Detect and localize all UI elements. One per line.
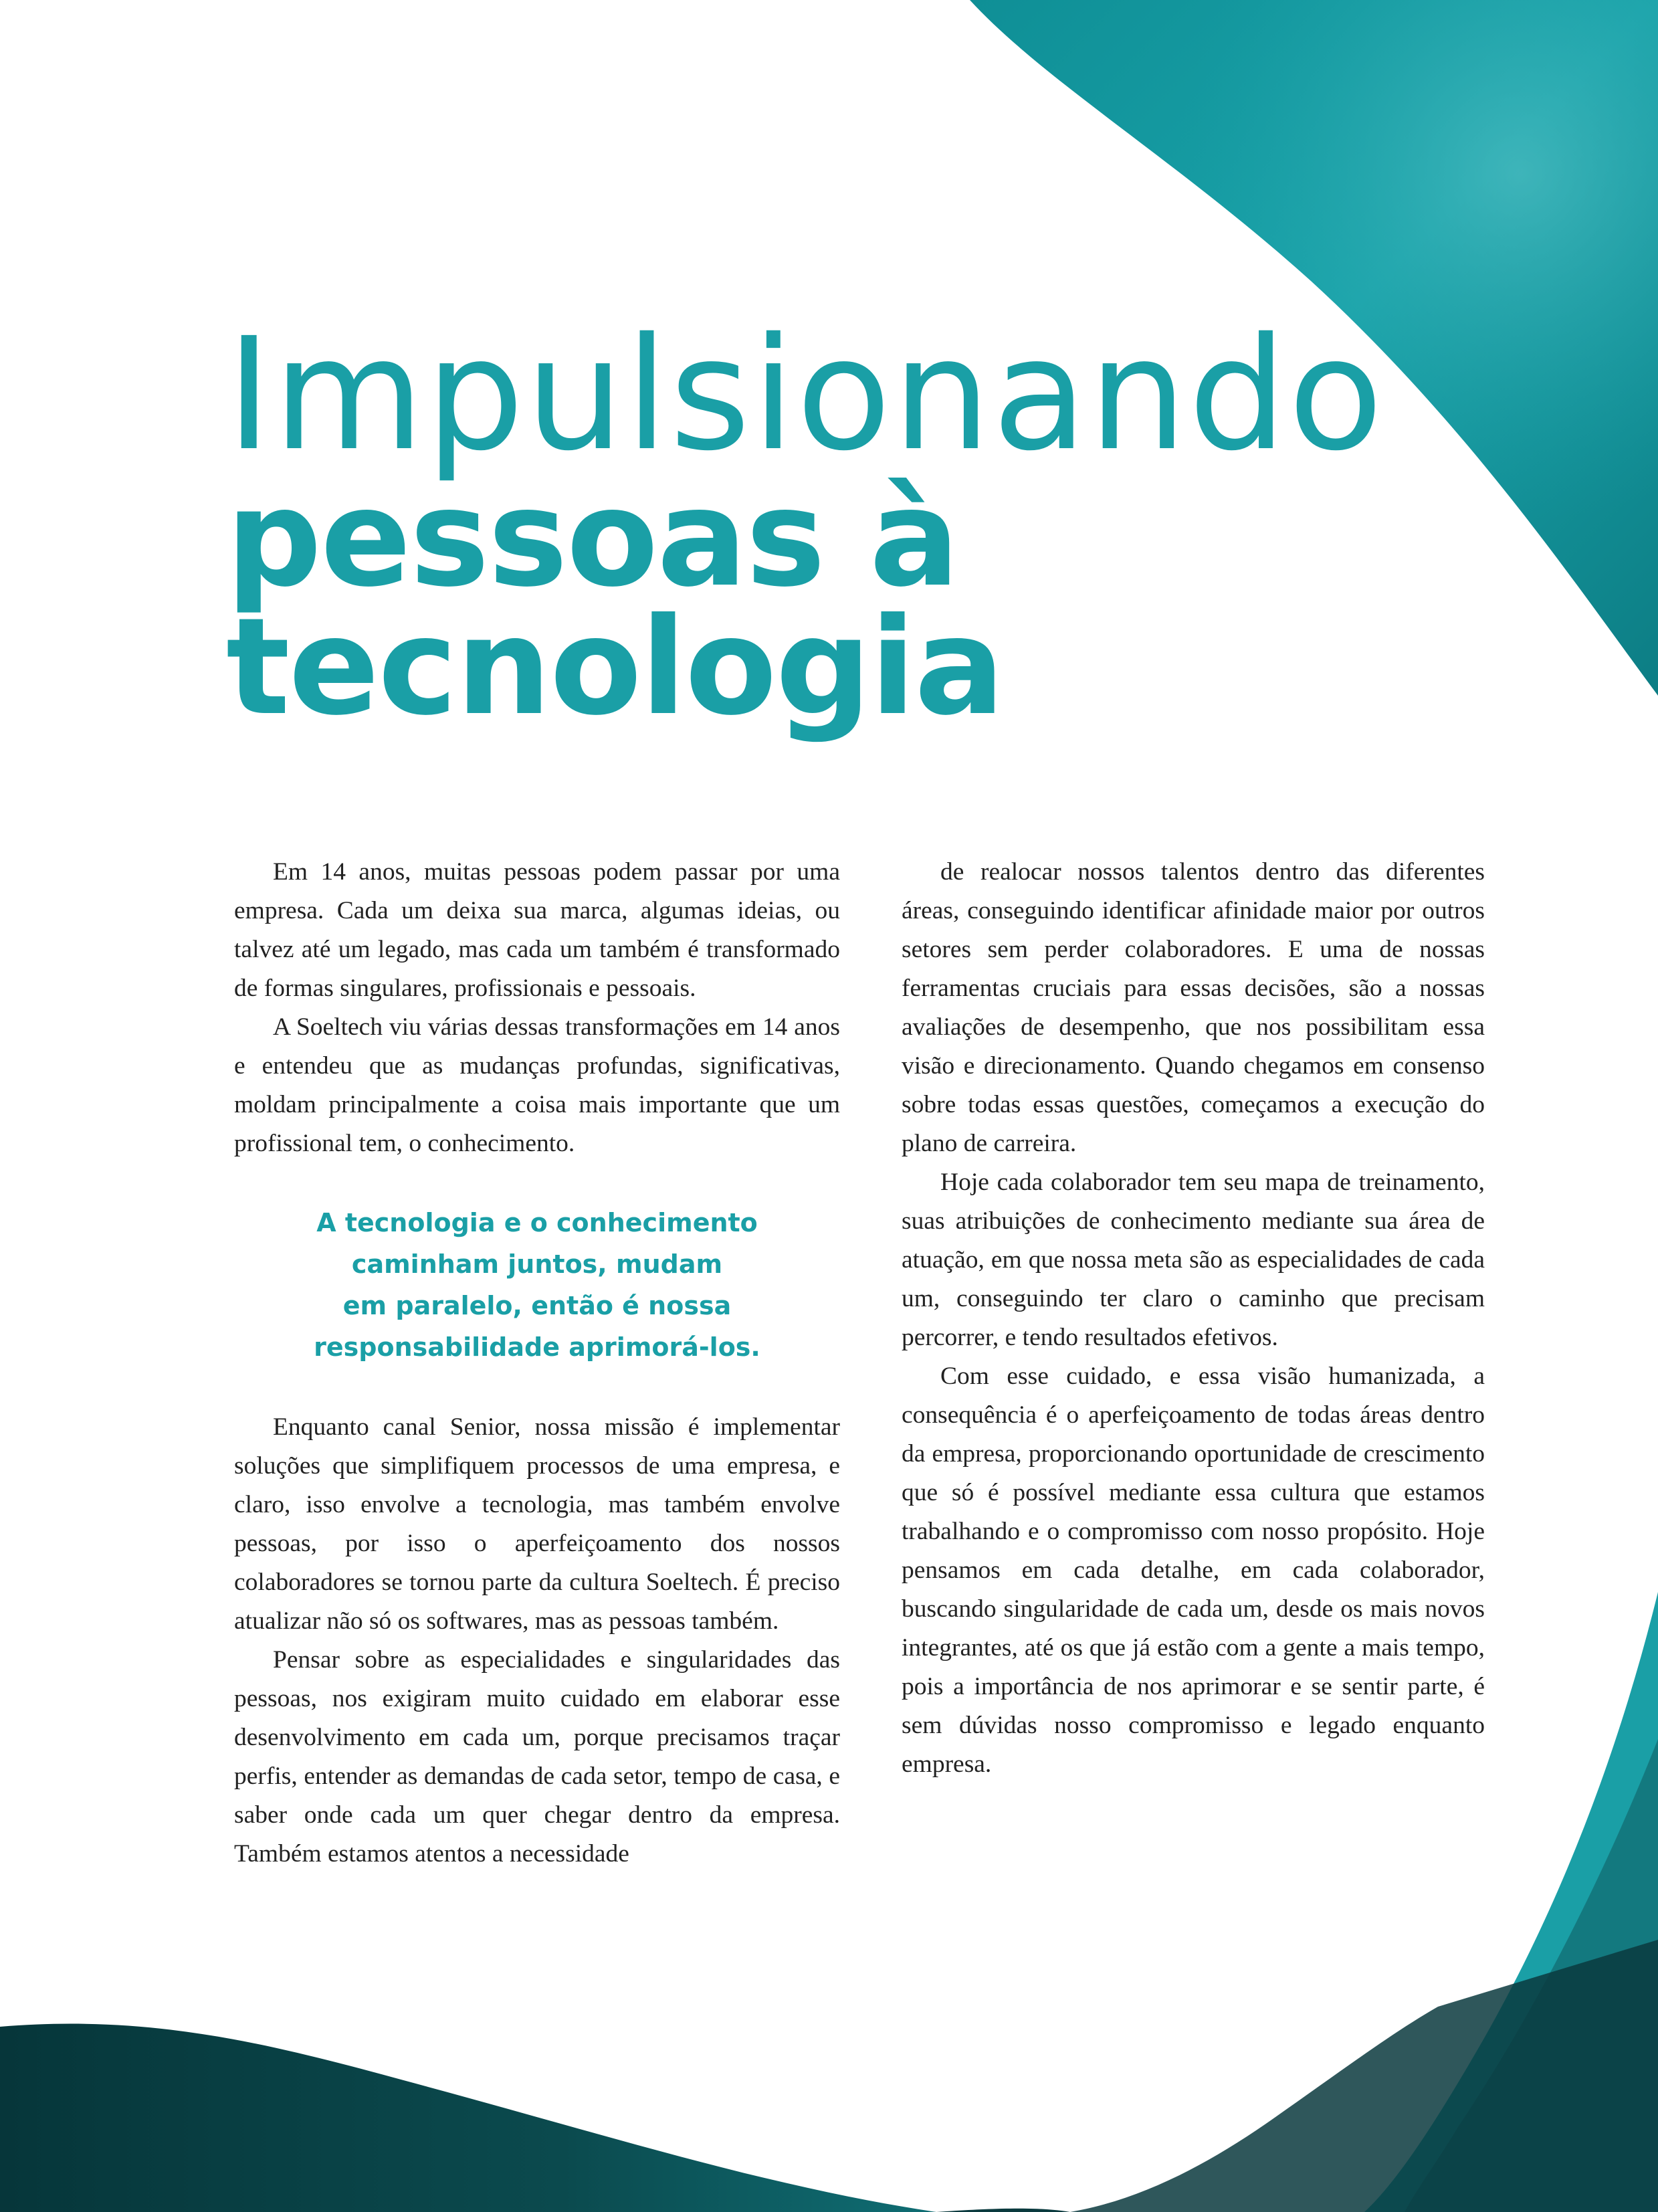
title-line-1: Impulsionando xyxy=(226,304,1384,485)
text-column-left xyxy=(234,853,840,1874)
dark-swoosh-bottom-right xyxy=(1070,1940,1658,2212)
pull-quote-line: caminham juntos, mudam xyxy=(351,1249,723,1279)
dark-swoosh-bottom xyxy=(0,2024,936,2212)
paragraph: Hoje cada colaborador tem seu mapa de treinamento, suas atribuições de conhecimento mediante sua área de atuação, em que nossa meta são as especialidades de cada um, conseguindo ter claro o caminho que precisam percorrer, e tendo resultados efetivos. xyxy=(902,1169,1485,1351)
paragraph: Pensar sobre as especialidades e singularidades das pessoas, nos exigiram muito cuidado em elaborar esse desenvolvimento em cada um, porque precisamos traçar perfis, entender as demandas de cada setor, tempo de casa, e saber onde cada um quer chegar dentro da empresa. Também estamos atentos a necessidade xyxy=(234,1646,840,1868)
pull-quote-line: em paralelo, então é nossa xyxy=(342,1291,732,1320)
paragraph: de realocar nossos talentos dentro das diferentes áreas, conseguindo identificar afinidade maior por outros setores sem perder colaboradores. E uma de nossas ferramentas cruciais para essas decisões, são a nossas avaliações de desempenho, que nos possibilitam essa visão e direcionamento. Quando chegamos em consenso sobre todas essas questões, começamos a execução do plano de carreira. xyxy=(902,858,1485,1157)
paragraph: A Soeltech viu várias dessas transformações em 14 anos e entendeu que as mudanças profundas, significativas, moldam principalmente a coisa mais importante que um profissional tem, o conhecimento. xyxy=(234,1013,840,1157)
text-column-right xyxy=(902,853,1485,1784)
paragraph: Com esse cuidado, e essa visão humanizada, a consequência é o aperfeiçoamento de todas áreas dentro da empresa, proporcionando oportunidade de crescimento que só é possível mediante essa cultura que estamos trabalhando e o compromisso com nosso propósito. Hoje pensamos em cada detalhe, em cada colaborador, buscando singularidade de cada um, desde os mais novos integrantes, até os que já estão com a gente a mais tempo, pois a importância de nos aprimorar e se sentir parte, é sem dúvidas nosso compromisso e legado enquanto empresa. xyxy=(902,1363,1485,1778)
page-title xyxy=(226,304,1384,745)
title-line-3: tecnologia xyxy=(226,589,1004,745)
pull-quote-line: responsabilidade aprimorá-los. xyxy=(314,1332,760,1362)
pull-quote-line: A tecnologia e o conhecimento xyxy=(316,1208,758,1237)
paragraph: Em 14 anos, muitas pessoas podem passar por uma empresa. Cada um deixa sua marca, algumas ideias, ou talvez até um legado, mas cada um também é transformado de formas singulares, profissionais e pessoais. xyxy=(234,858,840,1002)
paragraph: Enquanto canal Senior, nossa missão é implementar soluções que simplifiquem processos de uma empresa, e claro, isso envolve a tecnologia, mas também envolve pessoas, por isso o aperfeiçoamento dos nossos colaboradores se tornou parte da cultura Soeltech. É preciso atualizar não só os softwares, mas as pessoas também. xyxy=(234,1413,840,1635)
title-line-2: pessoas à xyxy=(226,461,958,617)
pull-quote xyxy=(234,1202,840,1368)
